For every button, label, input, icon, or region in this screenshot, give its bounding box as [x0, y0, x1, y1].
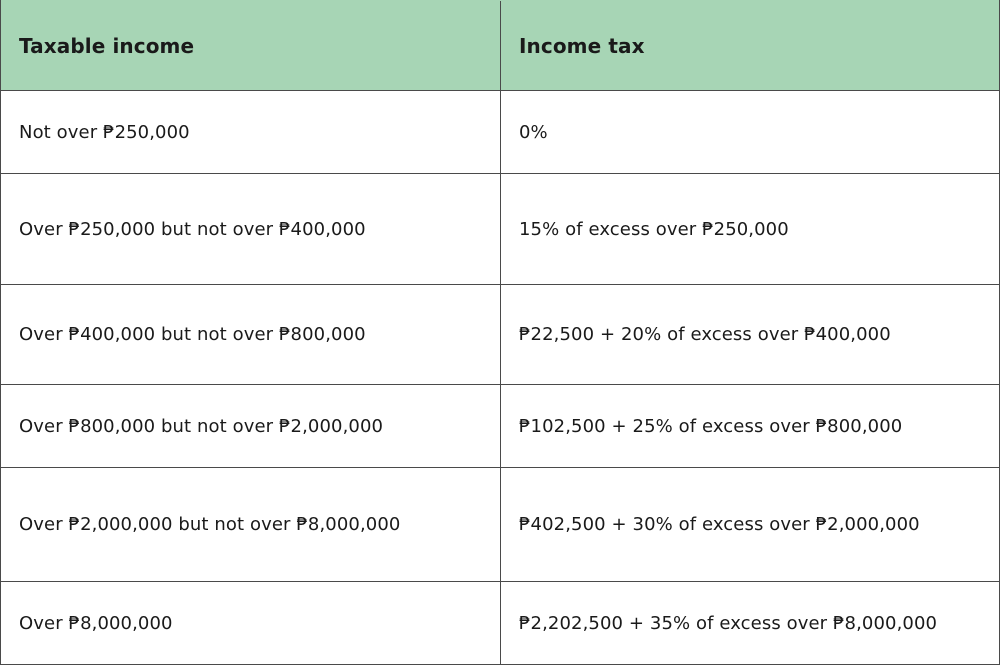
income-tax-cell: ₱22,500 + 20% of excess over ₱400,000 [519, 324, 891, 345]
column-header-taxable-income: Taxable income [1, 1, 501, 90]
table-row [1, 385, 999, 468]
taxable-income-cell: Over ₱800,000 but not over ₱2,000,000 [1, 385, 501, 467]
taxable-income-cell: Over ₱250,000 but not over ₱400,000 [1, 174, 501, 284]
table-row [1, 285, 999, 385]
table-row [1, 91, 999, 174]
income-tax-cell: 15% of excess over ₱250,000 [519, 218, 789, 240]
taxable-income-cell: Over ₱2,000,000 but not over ₱8,000,000 [1, 468, 501, 581]
table-row [1, 174, 999, 285]
taxable-income-cell: Over ₱400,000 but not over ₱800,000 [1, 285, 501, 384]
taxable-income-cell: Over ₱8,000,000 [1, 582, 501, 664]
table-header-row [1, 0, 999, 91]
income-tax-cell: ₱402,500 + 30% of excess over ₱2,000,000 [519, 514, 920, 535]
table-row [1, 582, 999, 664]
income-tax-cell: ₱102,500 + 25% of excess over ₱800,000 [519, 415, 903, 437]
income-tax-cell: ₱2,202,500 + 35% of excess over ₱8,000,000 [519, 612, 938, 634]
table-row [1, 468, 999, 582]
column-header-income-tax: Income tax [519, 33, 645, 58]
taxable-income-cell: Not over ₱250,000 [1, 91, 501, 173]
income-tax-cell: 0% [519, 121, 548, 143]
